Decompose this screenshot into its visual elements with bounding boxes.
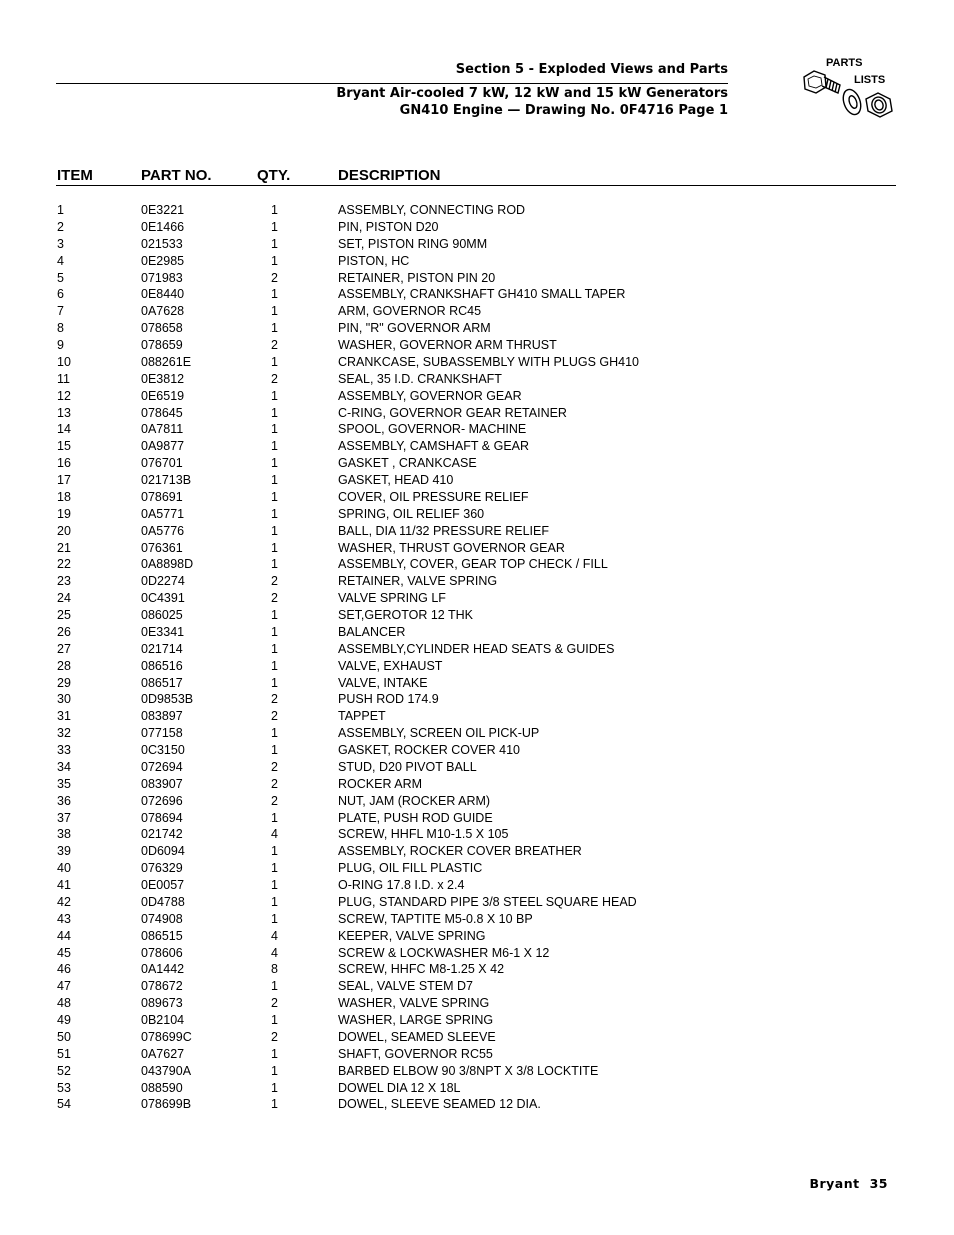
description-cell: ASSEMBLY, SCREEN OIL PICK-UP	[338, 726, 540, 741]
description-cell: WASHER, LARGE SPRING	[338, 1013, 494, 1027]
part-no-cell: 0D6094	[141, 844, 185, 859]
table-row	[0, 455, 954, 472]
table-row	[0, 1063, 954, 1080]
qty-cell: 1	[271, 439, 278, 454]
description-cell: DOWEL, SEAMED SLEEVE	[338, 1029, 496, 1044]
part-no-cell: 076701	[141, 456, 183, 471]
qty-cell: 1	[271, 422, 278, 437]
item-cell: 12	[57, 388, 71, 403]
page-footer	[809, 1176, 888, 1191]
description-cell: DOWEL, SLEEVE SEAMED 12 DIA.	[338, 1097, 541, 1112]
drawing-title: GN410 Engine — Drawing No. 0F4716 Page 1	[399, 103, 728, 118]
table-row	[0, 961, 954, 978]
part-no-cell: 021714	[141, 641, 183, 656]
part-no-cell: 086025	[141, 608, 183, 622]
item-cell: 25	[57, 608, 71, 622]
table-row	[0, 978, 954, 995]
item-cell: 39	[57, 844, 71, 859]
part-no-cell: 076361	[141, 540, 183, 555]
part-no-cell: 0E3341	[141, 624, 185, 639]
description-cell: KEEPER, VALVE SPRING	[338, 928, 486, 943]
item-cell: 45	[57, 945, 71, 960]
section-title: Section 5 - Exploded Views and Parts	[455, 62, 728, 77]
table-row	[0, 843, 954, 860]
part-no-cell: 021713B	[141, 473, 192, 487]
item-cell: 19	[57, 506, 71, 521]
description-cell: PLUG, OIL FILL PLASTIC	[338, 861, 483, 876]
footer-brand: Bryant	[809, 1176, 860, 1191]
part-no-cell: 0B2104	[141, 1013, 185, 1027]
qty-cell: 2	[271, 759, 278, 774]
part-no-cell: 0E8440	[141, 287, 185, 302]
qty-cell: 1	[271, 321, 278, 336]
table-row	[0, 776, 954, 793]
qty-cell: 2	[271, 270, 278, 285]
part-no-cell: 088590	[141, 1080, 183, 1095]
table-row	[0, 523, 954, 540]
table-row	[0, 658, 954, 675]
description-cell: SCREW, HHFC M8-1.25 X 42	[338, 962, 505, 977]
item-cell: 30	[57, 692, 71, 707]
description-cell: ASSEMBLY, CAMSHAFT & GEAR	[338, 439, 530, 454]
table-row	[0, 945, 954, 962]
qty-cell: 1	[271, 1080, 278, 1095]
description-cell: ASSEMBLY, CONNECTING ROD	[338, 203, 526, 217]
part-no-cell: 0C4391	[141, 591, 185, 606]
item-cell: 5	[57, 270, 64, 285]
part-no-cell: 078606	[141, 945, 183, 960]
description-cell: SCREW & LOCKWASHER M6-1 X 12	[338, 945, 550, 960]
qty-cell: 1	[271, 236, 278, 251]
table-row	[0, 1096, 954, 1113]
part-no-cell: 072696	[141, 793, 183, 808]
qty-cell: 1	[271, 878, 278, 892]
part-no-cell: 078672	[141, 979, 183, 994]
item-cell: 47	[57, 979, 71, 994]
table-row	[0, 894, 954, 911]
item-cell: 27	[57, 641, 71, 656]
part-no-cell: 0A7628	[141, 304, 185, 319]
table-row	[0, 742, 954, 759]
description-cell: TAPPET	[338, 709, 386, 724]
part-no-cell: 0A7627	[141, 1046, 185, 1061]
part-no-cell: 083907	[141, 776, 183, 791]
qty-cell: 1	[271, 658, 278, 673]
qty-cell: 1	[271, 624, 278, 639]
item-cell: 41	[57, 878, 71, 892]
part-no-cell: 076329	[141, 861, 183, 876]
qty-cell: 1	[271, 557, 278, 572]
item-cell: 36	[57, 793, 71, 808]
table-row	[0, 472, 954, 489]
item-cell: 21	[57, 540, 71, 555]
item-cell: 17	[57, 473, 71, 487]
description-cell: PIN, "R" GOVERNOR ARM	[338, 321, 491, 336]
description-cell: ASSEMBLY,CYLINDER HEAD SEATS & GUIDES	[338, 641, 615, 656]
description-cell: SPRING, OIL RELIEF 360	[338, 506, 485, 521]
part-no-cell: 0A5771	[141, 506, 185, 521]
item-cell: 38	[57, 827, 71, 842]
qty-cell: 2	[271, 709, 278, 724]
item-cell: 40	[57, 861, 71, 876]
qty-cell: 1	[271, 473, 278, 487]
table-row	[0, 675, 954, 692]
item-cell: 35	[57, 776, 71, 791]
part-no-cell: 0D9853B	[141, 692, 194, 707]
description-cell: BALANCER	[338, 624, 406, 639]
part-no-cell: 0E1466	[141, 219, 185, 234]
description-cell: VALVE SPRING LF	[338, 591, 446, 606]
qty-cell: 1	[271, 894, 278, 909]
table-row	[0, 320, 954, 337]
item-cell: 51	[57, 1046, 71, 1061]
table-row	[0, 590, 954, 607]
item-cell: 33	[57, 743, 71, 757]
part-no-cell: 0A5776	[141, 523, 185, 538]
qty-cell: 1	[271, 844, 278, 859]
part-no-cell: 043790A	[141, 1063, 192, 1078]
item-cell: 50	[57, 1029, 71, 1044]
part-no-cell: 0E6519	[141, 388, 185, 403]
column-header-divider	[56, 185, 896, 186]
table-row	[0, 236, 954, 253]
table-row	[0, 438, 954, 455]
page-number: 35	[869, 1176, 888, 1191]
table-row	[0, 708, 954, 725]
item-cell: 28	[57, 658, 71, 673]
table-row	[0, 219, 954, 236]
description-cell: O-RING 17.8 I.D. x 2.4	[338, 878, 465, 892]
description-cell: PLUG, STANDARD PIPE 3/8 STEEL SQUARE HEAD	[338, 894, 637, 909]
description-cell: WASHER, VALVE SPRING	[338, 996, 490, 1011]
qty-cell: 1	[271, 456, 278, 471]
description-cell: WASHER, GOVERNOR ARM THRUST	[338, 338, 557, 352]
qty-cell: 1	[271, 506, 278, 521]
table-row	[0, 303, 954, 320]
item-cell: 14	[57, 422, 71, 437]
table-row	[0, 506, 954, 523]
qty-cell: 4	[271, 827, 278, 842]
part-no-cell: 086516	[141, 658, 183, 673]
item-cell: 16	[57, 456, 71, 471]
table-row	[0, 337, 954, 354]
item-cell: 20	[57, 523, 71, 538]
item-cell: 18	[57, 489, 71, 504]
column-header-part-no: PART NO.	[141, 167, 212, 184]
table-row	[0, 1029, 954, 1046]
part-no-cell: 0C3150	[141, 743, 185, 757]
part-no-cell: 0D4788	[141, 894, 185, 909]
parts-lists-logo	[800, 55, 896, 130]
qty-cell: 1	[271, 219, 278, 234]
description-cell: ARM, GOVERNOR RC45	[338, 304, 482, 319]
table-row	[0, 253, 954, 270]
description-cell: PISTON, HC	[338, 253, 410, 268]
description-cell: ASSEMBLY, ROCKER COVER BREATHER	[338, 844, 582, 859]
qty-cell: 1	[271, 354, 278, 369]
table-row	[0, 573, 954, 590]
qty-cell: 1	[271, 540, 278, 555]
description-cell: SEAL, VALVE STEM D7	[338, 979, 474, 994]
item-cell: 10	[57, 354, 71, 369]
description-cell: VALVE, EXHAUST	[338, 658, 443, 673]
qty-cell: 1	[271, 1013, 278, 1027]
qty-cell: 2	[271, 793, 278, 808]
description-cell: COVER, OIL PRESSURE RELIEF	[338, 489, 529, 504]
part-no-cell: 0E3221	[141, 203, 185, 217]
description-cell: BARBED ELBOW 90 3/8NPT X 3/8 LOCKTITE	[338, 1063, 599, 1078]
qty-cell: 2	[271, 371, 278, 386]
part-no-cell: 021742	[141, 827, 183, 842]
description-cell: WASHER, THRUST GOVERNOR GEAR	[338, 540, 565, 555]
table-row	[0, 641, 954, 658]
description-cell: SHAFT, GOVERNOR RC55	[338, 1046, 493, 1061]
part-no-cell: 074908	[141, 911, 183, 926]
qty-cell: 2	[271, 692, 278, 707]
qty-cell: 2	[271, 1029, 278, 1044]
table-row	[0, 286, 954, 303]
part-no-cell: 072694	[141, 759, 183, 774]
description-cell: PUSH ROD 174.9	[338, 692, 439, 707]
part-no-cell: 0E0057	[141, 878, 185, 892]
description-cell: PIN, PISTON D20	[338, 219, 439, 234]
description-cell: SCREW, HHFL M10-1.5 X 105	[338, 827, 509, 842]
parts-table	[0, 202, 954, 1113]
qty-cell: 1	[271, 1063, 278, 1078]
qty-cell: 1	[271, 405, 278, 420]
item-cell: 37	[57, 810, 71, 825]
item-cell: 8	[57, 321, 64, 336]
description-cell: ROCKER ARM	[338, 776, 423, 791]
part-no-cell: 083897	[141, 709, 183, 724]
description-cell: SET,GEROTOR 12 THK	[338, 608, 473, 622]
part-no-cell: 086517	[141, 675, 183, 690]
table-row	[0, 405, 954, 422]
table-row	[0, 995, 954, 1012]
item-cell: 31	[57, 709, 71, 724]
qty-cell: 1	[271, 675, 278, 690]
table-row	[0, 270, 954, 287]
part-no-cell: 078645	[141, 405, 183, 420]
qty-cell: 8	[271, 962, 278, 977]
item-cell: 3	[57, 236, 64, 251]
qty-cell: 1	[271, 1046, 278, 1061]
part-no-cell: 078699B	[141, 1097, 192, 1112]
qty-cell: 1	[271, 911, 278, 926]
table-row	[0, 928, 954, 945]
item-cell: 1	[57, 203, 64, 217]
document-title: Bryant Air-cooled 7 kW, 12 kW and 15 kW Generators	[336, 86, 728, 101]
description-cell: BALL, DIA 11/32 PRESSURE RELIEF	[338, 523, 549, 538]
table-row	[0, 624, 954, 641]
item-cell: 43	[57, 911, 71, 926]
item-cell: 26	[57, 624, 71, 639]
table-row	[0, 1012, 954, 1029]
qty-cell: 1	[271, 1097, 278, 1112]
part-no-cell: 0A7811	[141, 422, 184, 437]
table-row	[0, 540, 954, 557]
qty-cell: 1	[271, 287, 278, 302]
item-cell: 2	[57, 219, 64, 234]
description-cell: CRANKCASE, SUBASSEMBLY WITH PLUGS GH410	[338, 354, 640, 369]
description-cell: GASKET , CRANKCASE	[338, 456, 477, 471]
table-row	[0, 877, 954, 894]
item-cell: 22	[57, 557, 71, 572]
part-no-cell: 0E3812	[141, 371, 185, 386]
qty-cell: 1	[271, 861, 278, 876]
item-cell: 32	[57, 726, 71, 741]
qty-cell: 2	[271, 776, 278, 791]
item-cell: 48	[57, 996, 71, 1011]
part-no-cell: 071983	[141, 270, 183, 285]
description-cell: ASSEMBLY, GOVERNOR GEAR	[338, 388, 522, 403]
part-no-cell: 078659	[141, 338, 183, 352]
part-no-cell: 0D2274	[141, 574, 185, 589]
description-cell: SPOOL, GOVERNOR- MACHINE	[338, 422, 527, 437]
qty-cell: 4	[271, 928, 278, 943]
qty-cell: 1	[271, 743, 278, 757]
part-no-cell: 021533	[141, 236, 183, 251]
table-row	[0, 354, 954, 371]
qty-cell: 1	[271, 810, 278, 825]
description-cell: DOWEL DIA 12 X 18L	[338, 1080, 461, 1095]
qty-cell: 1	[271, 641, 278, 656]
part-no-cell: 077158	[141, 726, 183, 741]
item-cell: 44	[57, 928, 71, 943]
description-cell: NUT, JAM (ROCKER ARM)	[338, 793, 491, 808]
table-row	[0, 691, 954, 708]
part-no-cell: 0E2985	[141, 253, 185, 268]
qty-cell: 2	[271, 574, 278, 589]
part-no-cell: 086515	[141, 928, 183, 943]
description-cell: C-RING, GOVERNOR GEAR RETAINER	[338, 405, 567, 420]
item-cell: 52	[57, 1063, 71, 1078]
table-row	[0, 202, 954, 219]
table-row	[0, 1046, 954, 1063]
table-row	[0, 607, 954, 624]
table-row	[0, 810, 954, 827]
item-cell: 15	[57, 439, 71, 454]
item-cell: 53	[57, 1080, 71, 1095]
item-cell: 49	[57, 1013, 71, 1027]
description-cell: SEAL, 35 I.D. CRANKSHAFT	[338, 371, 502, 386]
item-cell: 4	[57, 253, 64, 268]
description-cell: SCREW, TAPTITE M5-0.8 X 10 BP	[338, 911, 533, 926]
item-cell: 34	[57, 759, 71, 774]
part-no-cell: 078658	[141, 321, 183, 336]
item-cell: 24	[57, 591, 71, 606]
item-cell: 13	[57, 405, 71, 420]
table-row	[0, 759, 954, 776]
item-cell: 23	[57, 574, 71, 589]
table-row	[0, 489, 954, 506]
description-cell: GASKET, ROCKER COVER 410	[338, 743, 521, 757]
column-header-description: DESCRIPTION	[338, 167, 441, 184]
part-no-cell: 078694	[141, 810, 183, 825]
description-cell: STUD, D20 PIVOT BALL	[338, 759, 477, 774]
qty-cell: 1	[271, 203, 278, 217]
table-row	[0, 826, 954, 843]
item-cell: 7	[57, 304, 64, 319]
table-row	[0, 911, 954, 928]
column-header-item: ITEM	[57, 167, 93, 184]
part-no-cell: 088261E	[141, 354, 192, 369]
description-cell: GASKET, HEAD 410	[338, 473, 454, 487]
qty-cell: 1	[271, 388, 278, 403]
item-cell: 9	[57, 338, 64, 352]
item-cell: 6	[57, 287, 64, 302]
description-cell: VALVE, INTAKE	[338, 675, 428, 690]
table-row	[0, 556, 954, 573]
table-row	[0, 725, 954, 742]
table-row	[0, 793, 954, 810]
qty-cell: 1	[271, 304, 278, 319]
description-cell: ASSEMBLY, COVER, GEAR TOP CHECK / FILL	[338, 557, 608, 572]
header-divider	[56, 83, 728, 84]
part-no-cell: 078691	[141, 489, 183, 504]
description-cell: SET, PISTON RING 90MM	[338, 236, 488, 251]
qty-cell: 2	[271, 996, 278, 1011]
item-cell: 11	[57, 371, 70, 386]
table-row	[0, 421, 954, 438]
description-cell: ASSEMBLY, CRANKSHAFT GH410 SMALL TAPER	[338, 287, 626, 302]
qty-cell: 1	[271, 489, 278, 504]
item-cell: 46	[57, 962, 71, 977]
qty-cell: 1	[271, 253, 278, 268]
part-no-cell: 0A8898D	[141, 557, 194, 572]
qty-cell: 1	[271, 523, 278, 538]
qty-cell: 4	[271, 945, 278, 960]
table-row	[0, 1080, 954, 1097]
description-cell: RETAINER, PISTON PIN 20	[338, 270, 496, 285]
table-row	[0, 388, 954, 405]
logo-text-lists: LISTS	[854, 74, 886, 86]
qty-cell: 1	[271, 726, 278, 741]
part-no-cell: 089673	[141, 996, 183, 1011]
logo-text-parts: PARTS	[826, 57, 863, 69]
qty-cell: 1	[271, 979, 278, 994]
table-row	[0, 860, 954, 877]
column-header-qty: QTY.	[257, 167, 291, 184]
part-no-cell: 078699C	[141, 1029, 192, 1044]
item-cell: 42	[57, 894, 71, 909]
description-cell: RETAINER, VALVE SPRING	[338, 574, 498, 589]
table-row	[0, 371, 954, 388]
qty-cell: 2	[271, 591, 278, 606]
part-no-cell: 0A1442	[141, 962, 185, 977]
item-cell: 54	[57, 1097, 71, 1112]
item-cell: 29	[57, 675, 71, 690]
description-cell: PLATE, PUSH ROD GUIDE	[338, 810, 493, 825]
qty-cell: 2	[271, 338, 278, 352]
qty-cell: 1	[271, 608, 278, 622]
part-no-cell: 0A9877	[141, 439, 185, 454]
